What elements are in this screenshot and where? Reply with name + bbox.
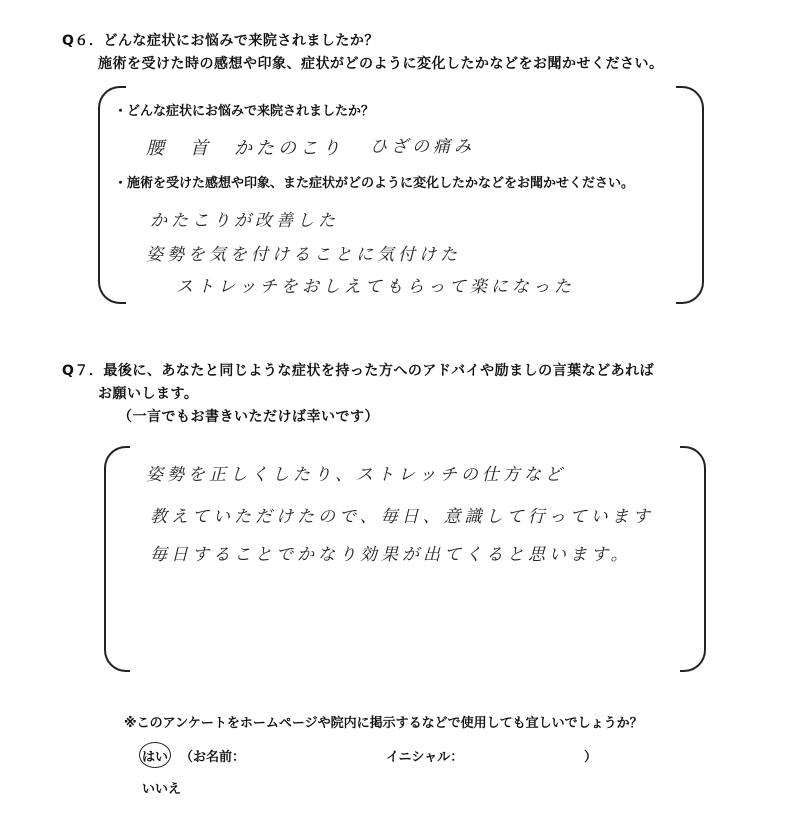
q7-answer-line-2: 教えていただけたので、毎日、意識して行っています: [150, 507, 654, 527]
q6-answer-knee: ひざの痛み: [370, 137, 475, 157]
close-paren: ）: [584, 750, 598, 765]
q6-box-right-bracket: [676, 86, 704, 304]
q7-box-left-bracket: [104, 446, 130, 672]
q6-prompt-symptoms: ・どんな症状にお悩みで来院されましたか？: [114, 104, 375, 119]
q7-answer-line-1: 姿勢を正しくしたり、ストレッチの仕方など: [146, 465, 566, 485]
initial-label: イニシャル：: [386, 750, 464, 765]
q6-answer-line-2: 姿勢を気を付けることに気付けた: [146, 245, 461, 265]
q7-question: Q７．最後に、あなたと同じような症状を持った方へのアドバイや励ましの言葉などあれば: [62, 363, 655, 379]
q6-question-detail: 施術を受けた時の感想や印象、症状がどのように変化したかなどをお聞かせください。: [98, 56, 664, 72]
consent-no-option[interactable]: いいえ: [142, 782, 182, 797]
q6-answer-symptoms: 腰 首 かたのこり: [146, 138, 344, 159]
q6-prompt-impressions: ・施術を受けた感想や印象、また症状がどのように変化したかなどをお聞かせください。: [114, 176, 635, 191]
consent-yes-option[interactable]: はい: [142, 750, 169, 765]
q7-question-detail: お願いします。: [98, 386, 199, 402]
name-label: （お名前：: [180, 750, 246, 765]
consent-question: ※このアンケートをホームページや院内に掲示するなどで使用しても宜しいでしょうか？: [124, 716, 643, 731]
q7-box-right-bracket: [680, 446, 706, 672]
q7-question-note: （一言でもお書きいただけば幸いです）: [118, 409, 379, 425]
q6-answer-line-1: かたこりが改善した: [150, 211, 339, 231]
q6-question: Q６．どんな症状にお悩みで来院されましたか？: [62, 33, 379, 49]
q7-answer-line-3: 毎日することでかなり効果が出てくると思います。: [150, 545, 632, 565]
q6-answer-line-3: ストレッチをおしえてもらって楽になった: [176, 277, 575, 297]
